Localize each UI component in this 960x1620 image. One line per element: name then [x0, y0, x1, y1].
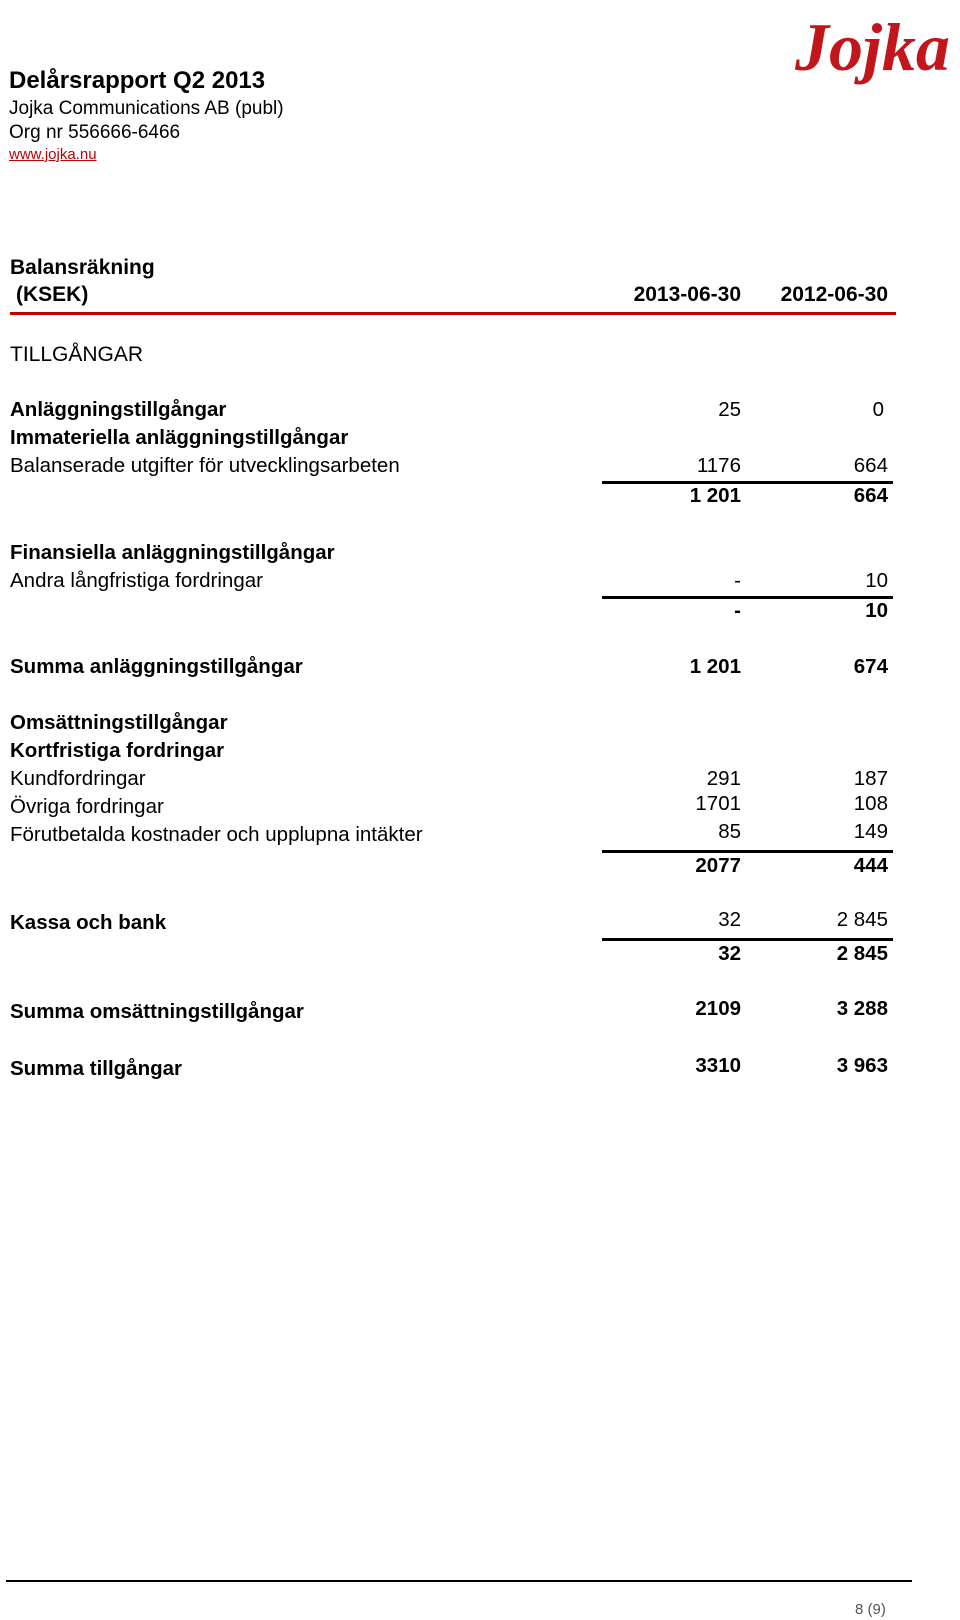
value-2013: 2109 — [695, 997, 741, 1020]
row-label: Förutbetalda kostnader och upplupna intäkter — [10, 823, 423, 846]
table-row — [10, 426, 890, 452]
value-2012: 10 — [865, 569, 888, 592]
value-2013: 291 — [706, 767, 741, 790]
grand-total-row — [10, 1054, 890, 1083]
value-2012: 664 — [853, 484, 888, 507]
value-2013: - — [734, 599, 741, 622]
logo-wordmark: Jojka — [795, 9, 950, 85]
company-name: Jojka Communications AB (publ) — [9, 98, 284, 119]
value-2012: 664 — [853, 454, 888, 477]
row-label: Övriga fordringar — [10, 795, 164, 818]
statement-title: Balansräkning — [10, 256, 155, 279]
table-row — [10, 739, 890, 765]
row-label: Summa tillgångar — [10, 1057, 183, 1080]
row-label: Kundfordringar — [10, 767, 146, 790]
subtotal-rule — [602, 938, 893, 941]
page-number: 8 (9) — [855, 1601, 886, 1618]
row-label: Anläggningstillgångar — [10, 398, 227, 421]
value-2013: 2077 — [695, 854, 741, 877]
subtotal-row — [10, 854, 890, 880]
value-2013: 32 — [718, 942, 741, 965]
statement-unit: (KSEK) — [16, 283, 89, 306]
row-label: Balanserade utgifter för utvecklingsarbeten — [10, 454, 400, 477]
value-2013: 32 — [718, 908, 741, 931]
org-number: Org nr 556666-6466 — [9, 122, 181, 143]
subtotal-row — [10, 942, 890, 968]
row-label: Immateriella anläggningstillgångar — [10, 426, 349, 449]
value-2012: 10 — [865, 599, 888, 622]
table-row — [10, 711, 890, 737]
value-2013: 1176 — [696, 454, 741, 477]
total-row — [10, 997, 890, 1026]
row-label: Omsättningstillgångar — [10, 711, 228, 734]
table-row — [10, 908, 890, 937]
table-row — [10, 541, 890, 567]
column-header-2012: 2012-06-30 — [780, 283, 888, 306]
column-header-2013: 2013-06-30 — [633, 283, 741, 306]
value-2013: 25 — [718, 398, 741, 421]
value-2012: 2 845 — [836, 942, 888, 965]
value-2012: 3 963 — [836, 1054, 888, 1077]
value-2012: 444 — [853, 854, 888, 877]
row-label: Summa omsättningstillgångar — [10, 1000, 304, 1023]
value-2013: 1701 — [695, 792, 741, 815]
footer-rule — [6, 1580, 912, 1582]
value-2012: 2 845 — [836, 908, 888, 931]
row-label: Kortfristiga fordringar — [10, 739, 225, 762]
table-row — [10, 569, 890, 595]
value-2012: 674 — [853, 655, 888, 678]
total-row — [10, 655, 890, 681]
value-2012: 187 — [853, 767, 888, 790]
row-label: Andra långfristiga fordringar — [10, 569, 263, 592]
report-title: Delårsrapport Q2 2013 — [9, 67, 266, 94]
value-2013: - — [734, 569, 741, 592]
value-2012: 149 — [853, 820, 888, 843]
website-link[interactable]: www.jojka.nu — [9, 146, 97, 163]
value-2013: 1 201 — [689, 484, 741, 507]
value-2012: 108 — [853, 792, 888, 815]
table-row — [10, 820, 890, 849]
table-row — [10, 454, 890, 480]
subtotal-row — [10, 484, 890, 510]
value-2012: 0 — [872, 398, 884, 421]
jojka-logo — [795, 0, 955, 110]
row-label: Finansiella anläggningstillgångar — [10, 541, 335, 564]
row-label: Summa anläggningstillgångar — [10, 655, 303, 678]
value-2013: 3310 — [695, 1054, 741, 1077]
value-2013: 1 201 — [689, 655, 741, 678]
section-heading: TILLGÅNGAR — [10, 343, 144, 366]
subtotal-rule — [602, 850, 893, 853]
header-rule — [10, 312, 896, 315]
subtotal-row — [10, 599, 890, 625]
value-2013: 85 — [718, 820, 741, 843]
table-row — [10, 767, 890, 793]
table-row — [10, 792, 890, 821]
value-2012: 3 288 — [836, 997, 888, 1020]
row-label: Kassa och bank — [10, 911, 167, 934]
table-row — [10, 398, 890, 424]
